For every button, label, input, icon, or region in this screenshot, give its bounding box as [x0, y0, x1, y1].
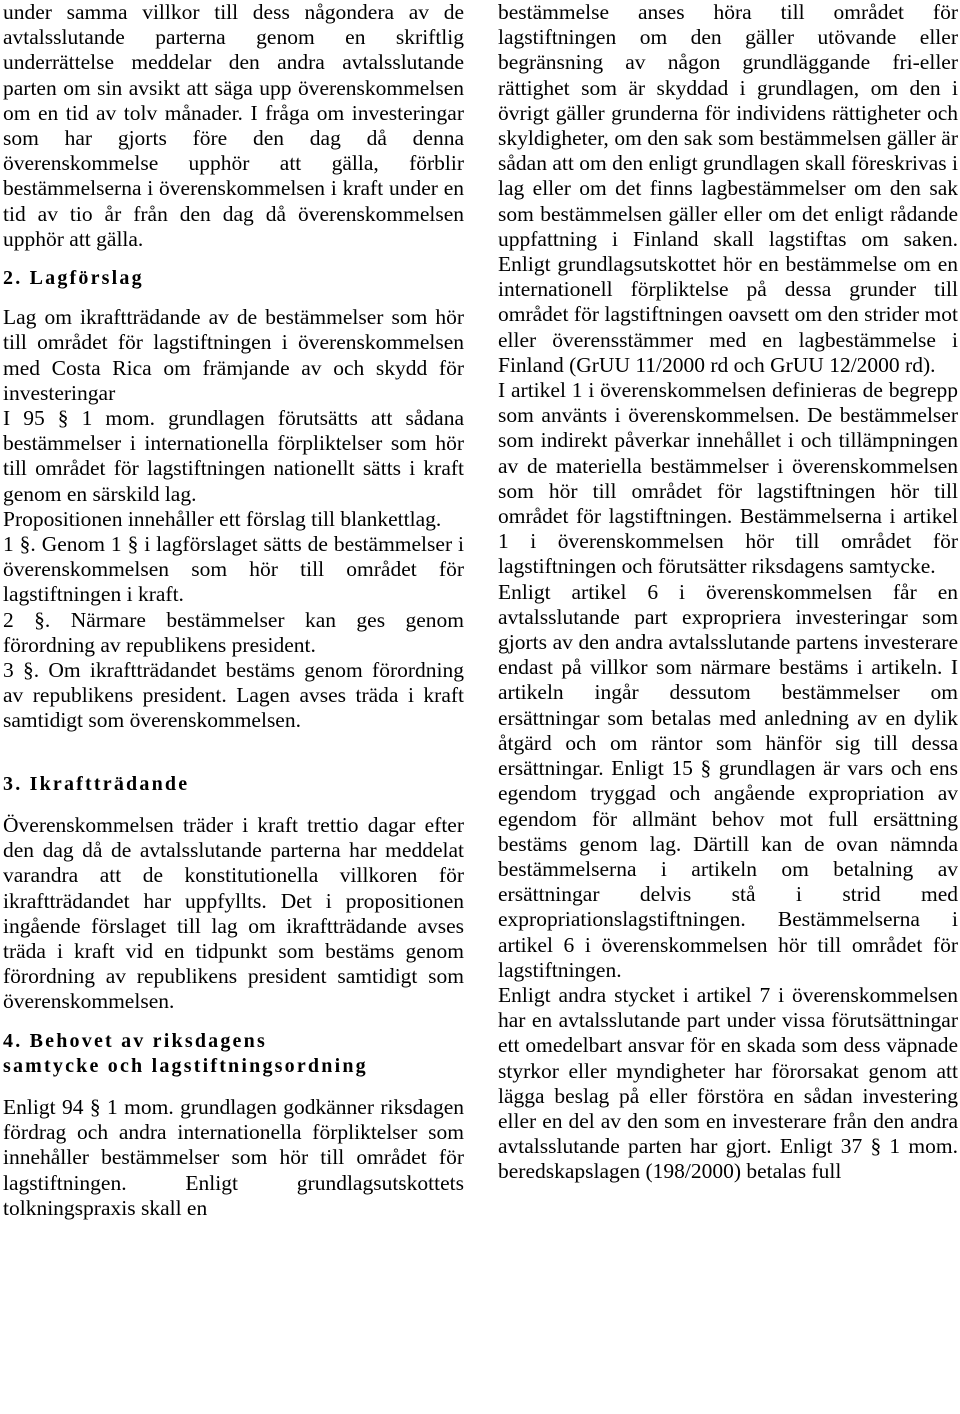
artikel-1-paragraph: I artikel 1 i överenskommelsen definieras de begrepp som använts i överenskommelsen. De bestämmelser som indirekt påverkar innehållet i och tillämpningen av de materiella bestämmelser i överenskommelsen som hör till området för lagstiftningen hör till området för lagstiftningen. Bestämmelserna i artikel 1 i överenskommelsen hör till området för lagstiftningen och förutsätter riksdagens samtycke. [498, 378, 958, 579]
section-2-paragraph: 2 §. Närmare bestämmelser kan ges genom förordning av republikens president. [3, 607, 464, 657]
section-1-paragraph: 1 §. Genom 1 § i lagförslaget sätts de bestämmelser i överenskommelsen som hör till området för lagstiftningen i kraft. [3, 532, 464, 607]
heading-lagforslag: 2. Lagförslag [3, 267, 144, 290]
section-3-paragraph: 3 §. Om ikraftträdandet bestäms genom förordning av republikens president. Lagen avses träda i kraft samtidigt som överenskommelsen. [3, 658, 464, 733]
proposition-paragraph: Propositionen innehåller ett förslag till blankettlag. [3, 506, 442, 531]
law-title-paragraph: Lag om ikraftträdande av de bestämmelser som hör till området för lagstiftningen i överenskommelsen med Costa Rica om främjande av och skydd för investeringar [3, 305, 464, 405]
ikrafttradande-paragraph: Överenskommelsen träder i kraft trettio dagar efter den dag då de avtalsslutande parterna har meddelat varandra att de konstitutionella villkoren för ikraftträdandet har uppfyllts. Det i propositionen ingående förslaget till lag om ikraftträdande avses träda i kraft vid en tidpunkt som bestäms genom förordning av republikens president samtidigt som överenskommelsen. [3, 812, 464, 1014]
heading-ikrafttradande: 3. Ikraftträdande [3, 772, 190, 795]
right-column [498, 0, 958, 1185]
continuation-paragraph: bestämmelse anses höra till området för lagstiftningen om den gäller utövande eller begränsning av någon grundläggande fri-eller rättighet som är skyddad i grundlagen, om den i övrigt gäller grunderna för individens rättigheter och skyldigheter, om den sak som bestämmelsen gäller är sådan att om den enligt grundlagen skall föreskrivas i lag eller om det finns lagbestämmelser om den sak som bestämmelsen gäller eller om det enligt rådande uppfattning i Finland skall lagstiftas om saken. Enligt grundlagsutskottet hör en bestämmelse om en internationell förpliktelse på dessa grunder till området för lagstiftningen oavsett om den strider mot eller överensstämmer med en lagbestämmelse i Finland (GrUU 11/2000 rd och GrUU 12/2000 rd). [498, 0, 958, 377]
heading-behovet-line-2: samtycke och lagstiftningsordning [3, 1054, 368, 1077]
intro-paragraph: under samma villkor till dess någondera av de avtalsslutande parterna genom en skriftlig underrättelse meddelar den andra avtalsslutande parten om sin avsikt att säga upp överenskommelsen om en tid av tolv månader. I fråga om investeringar som har gjorts före den dag då denna överenskommelse upphör att gälla, förblir bestämmelserna i överenskommelsen i kraft under en tid av tio år från den dag då överenskommelsen upphör att gälla. [3, 0, 464, 251]
heading-behovet-line-1: 4. Behovet av riksdagens [3, 1029, 267, 1052]
left-column [3, 0, 464, 1221]
paragraph-94: Enligt 94 § 1 mom. grundlagen godkänner riksdagen fördrag och andra internationella förpliktelser som innehåller bestämmelser som hör till området för lagstiftningen. Enligt grundlagsutskottets tolkningspraxis skall en [3, 1094, 464, 1220]
artikel-7-paragraph: Enligt andra stycket i artikel 7 i överenskommelsen har en avtalsslutande part under vissa förutsättningar ett omedelbart ansvar för en skada som dess väpnade styrkor eller myndigheter har förorsakat genom att lägga beslag på eller förstöra en sådan investering eller en del av den som en investerare från den andra avtalsslutande parten har gjort. Enligt 37 § 1 mom. beredskapslagen (198/2000) betalas full [498, 982, 958, 1184]
artikel-6-paragraph: Enligt artikel 6 i överenskommelsen får en avtalsslutande part expropriera investeringar som gjorts av den andra avtalsslutande partens investerare endast på villkor som närmare bestäms i artikeln. I artikeln ingår dessutom bestämmelser om ersättningar som betalas med anledning av en dylik åtgärd och om räntor som hänför sig till dessa ersättningar. Enligt 15 § grundlagen är vars och ens egendom tryggad och angående expropriation av egendom för allmänt behov mot full ersättning bestäms genom lag. Därtill kan de ovan nämnda bestämmelserna i artikeln om betalning av ersättningar delvis stå i strid med expropriationslagstiftningen. Bestämmelserna i artikel 6 i överenskommelsen hör till området för lagstiftningen. [498, 579, 958, 982]
section-95-paragraph: I 95 § 1 mom. grundlagen förutsätts att sådana bestämmelser i internationella förpliktelser som hör till området för lagstiftningen nationellt sätts i kraft genom en särskild lag. [3, 406, 464, 506]
